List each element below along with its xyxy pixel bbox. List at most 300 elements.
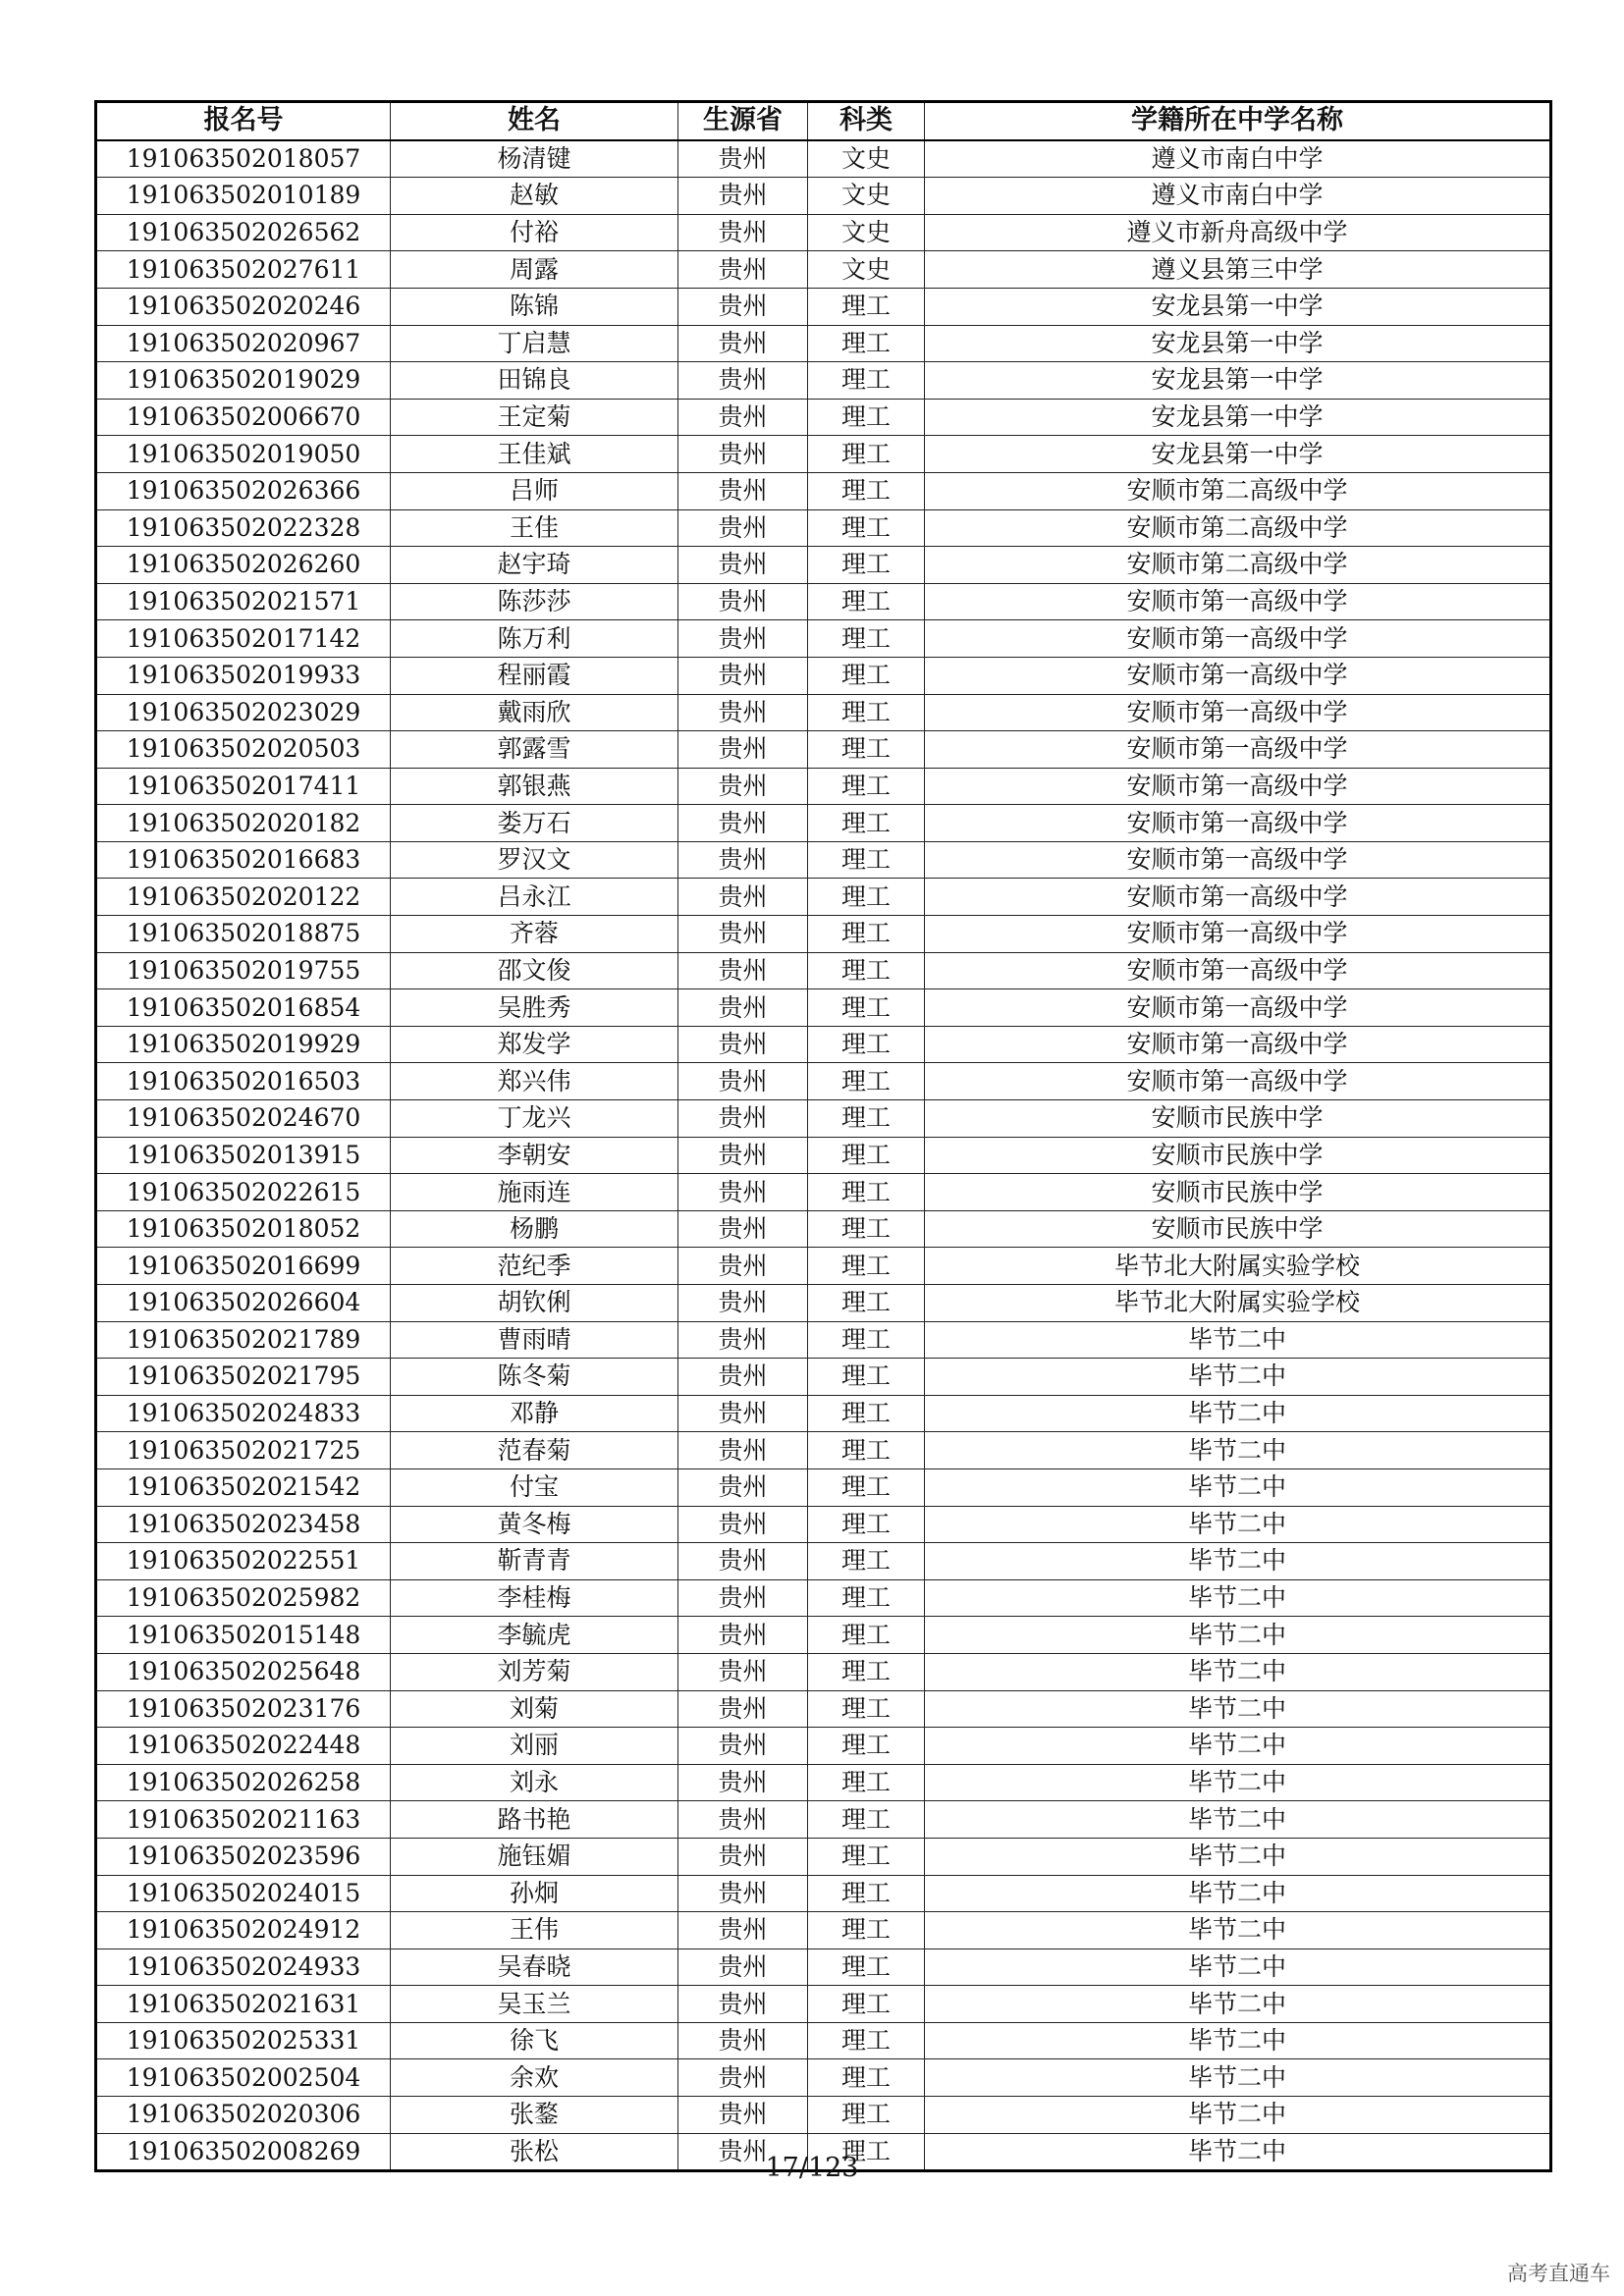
province-cell: 贵州 (678, 768, 808, 805)
category-cell: 理工 (808, 2059, 925, 2097)
school-cell: 安顺市第一高级中学 (925, 620, 1551, 658)
province-cell: 贵州 (678, 251, 808, 289)
registration-number-cell: 191063502019929 (96, 1026, 391, 1063)
province-cell: 贵州 (678, 1764, 808, 1801)
name-cell: 罗汉文 (391, 841, 678, 879)
watermark: 高考直通车 (1507, 2262, 1610, 2285)
registration-number-cell: 191063502023458 (96, 1506, 391, 1543)
name-cell: 施雨连 (391, 1174, 678, 1211)
school-cell: 安顺市民族中学 (925, 1174, 1551, 1211)
registration-number-cell: 191063502010189 (96, 178, 391, 215)
table-row (96, 1210, 1551, 1248)
school-cell: 毕节二中 (925, 1395, 1551, 1432)
table-row (96, 1174, 1551, 1211)
student-list-table (94, 100, 1552, 2172)
registration-number-cell: 191063502022551 (96, 1543, 391, 1580)
category-cell: 理工 (808, 583, 925, 620)
province-cell: 贵州 (678, 1285, 808, 1322)
category-cell: 理工 (808, 288, 925, 325)
school-cell: 安龙县第一中学 (925, 436, 1551, 473)
province-cell: 贵州 (678, 2022, 808, 2059)
name-cell: 刘芳菊 (391, 1653, 678, 1690)
school-cell: 安顺市第一高级中学 (925, 768, 1551, 805)
school-cell: 毕节二中 (925, 1986, 1551, 2023)
province-cell: 贵州 (678, 952, 808, 989)
table-row (96, 731, 1551, 769)
table-row (96, 436, 1551, 473)
name-cell: 娄万石 (391, 805, 678, 842)
registration-number-cell: 191063502018052 (96, 1210, 391, 1248)
school-cell: 遵义市南白中学 (925, 178, 1551, 215)
category-cell: 理工 (808, 879, 925, 916)
province-cell: 贵州 (678, 1653, 808, 1690)
registration-number-cell: 191063502021571 (96, 583, 391, 620)
registration-number-cell: 191063502025648 (96, 1653, 391, 1690)
school-cell: 安顺市第二高级中学 (925, 509, 1551, 547)
table-row (96, 2022, 1551, 2059)
table-row (96, 1986, 1551, 2023)
name-cell: 邓静 (391, 1395, 678, 1432)
province-cell: 贵州 (678, 1210, 808, 1248)
category-cell: 文史 (808, 214, 925, 251)
category-cell: 理工 (808, 989, 925, 1027)
name-cell: 张鍪 (391, 2097, 678, 2134)
category-cell: 理工 (808, 2133, 925, 2171)
registration-number-cell: 191063502016699 (96, 1248, 391, 1285)
table-row (96, 1026, 1551, 1063)
name-cell: 靳青青 (391, 1543, 678, 1580)
school-cell: 毕节二中 (925, 1764, 1551, 1801)
table-row (96, 1137, 1551, 1174)
province-cell: 贵州 (678, 178, 808, 215)
province-cell: 贵州 (678, 288, 808, 325)
category-cell: 理工 (808, 1728, 925, 1765)
header-school-name: 学籍所在中学名称 (925, 102, 1551, 140)
school-cell: 安顺市第一高级中学 (925, 731, 1551, 769)
province-cell: 贵州 (678, 140, 808, 178)
province-cell: 贵州 (678, 1063, 808, 1100)
school-cell: 毕节二中 (925, 1949, 1551, 1986)
table-row (96, 2059, 1551, 2097)
registration-number-cell: 191063502020246 (96, 288, 391, 325)
table-row (96, 694, 1551, 731)
table-row (96, 1653, 1551, 1690)
registration-number-cell: 191063502020967 (96, 325, 391, 362)
province-cell: 贵州 (678, 362, 808, 400)
registration-number-cell: 191063502017142 (96, 620, 391, 658)
registration-number-cell: 191063502016854 (96, 989, 391, 1027)
category-cell: 文史 (808, 178, 925, 215)
registration-number-cell: 191063502013915 (96, 1137, 391, 1174)
province-cell: 贵州 (678, 583, 808, 620)
name-cell: 李毓虎 (391, 1617, 678, 1654)
registration-number-cell: 191063502025982 (96, 1579, 391, 1617)
table-row (96, 952, 1551, 989)
table-row (96, 1617, 1551, 1654)
table-row (96, 583, 1551, 620)
registration-number-cell: 191063502024912 (96, 1912, 391, 1949)
name-cell: 赵宇琦 (391, 547, 678, 584)
school-cell: 安顺市第一高级中学 (925, 657, 1551, 694)
category-cell: 理工 (808, 1468, 925, 1506)
school-cell: 安顺市民族中学 (925, 1137, 1551, 1174)
table-row (96, 1285, 1551, 1322)
registration-number-cell: 191063502022448 (96, 1728, 391, 1765)
name-cell: 程丽霞 (391, 657, 678, 694)
province-cell: 贵州 (678, 509, 808, 547)
page-number: 17/123 (765, 2153, 859, 2183)
school-cell: 毕节二中 (925, 2133, 1551, 2171)
category-cell: 理工 (808, 805, 925, 842)
registration-number-cell: 191063502017411 (96, 768, 391, 805)
school-cell: 安顺市第一高级中学 (925, 1063, 1551, 1100)
registration-number-cell: 191063502025331 (96, 2022, 391, 2059)
name-cell: 戴雨欣 (391, 694, 678, 731)
category-cell: 理工 (808, 547, 925, 584)
table-row (96, 805, 1551, 842)
table-header (96, 102, 1551, 140)
name-cell: 范纪季 (391, 1248, 678, 1285)
name-cell: 丁龙兴 (391, 1100, 678, 1138)
registration-number-cell: 191063502021795 (96, 1359, 391, 1396)
province-cell: 贵州 (678, 1801, 808, 1839)
school-cell: 安顺市第一高级中学 (925, 841, 1551, 879)
table-row (96, 620, 1551, 658)
category-cell: 理工 (808, 731, 925, 769)
school-cell: 毕节二中 (925, 2097, 1551, 2134)
province-cell: 贵州 (678, 916, 808, 953)
table-row (96, 472, 1551, 509)
name-cell: 吴玉兰 (391, 1986, 678, 2023)
category-cell: 理工 (808, 1248, 925, 1285)
table-row (96, 1838, 1551, 1875)
category-cell: 理工 (808, 1949, 925, 1986)
table-row (96, 1321, 1551, 1359)
table-row (96, 178, 1551, 215)
province-cell: 贵州 (678, 1728, 808, 1765)
table-row (96, 1764, 1551, 1801)
table-row (96, 399, 1551, 436)
category-cell: 文史 (808, 251, 925, 289)
category-cell: 理工 (808, 1137, 925, 1174)
registration-number-cell: 191063502021725 (96, 1432, 391, 1469)
province-cell: 贵州 (678, 1949, 808, 1986)
registration-number-cell: 191063502024833 (96, 1395, 391, 1432)
province-cell: 贵州 (678, 1912, 808, 1949)
school-cell: 安顺市第一高级中学 (925, 952, 1551, 989)
registration-number-cell: 191063502021631 (96, 1986, 391, 2023)
province-cell: 贵州 (678, 1100, 808, 1138)
name-cell: 徐飞 (391, 2022, 678, 2059)
table-row (96, 1875, 1551, 1912)
table-row (96, 362, 1551, 400)
header-registration-number: 报名号 (96, 102, 391, 140)
registration-number-cell: 191063502016683 (96, 841, 391, 879)
school-cell: 安顺市第二高级中学 (925, 472, 1551, 509)
table-row (96, 1432, 1551, 1469)
school-cell: 毕节二中 (925, 1875, 1551, 1912)
province-cell: 贵州 (678, 1432, 808, 1469)
table-row (96, 1063, 1551, 1100)
school-cell: 毕节二中 (925, 1912, 1551, 1949)
name-cell: 吕永江 (391, 879, 678, 916)
category-cell: 理工 (808, 1506, 925, 1543)
name-cell: 李桂梅 (391, 1579, 678, 1617)
registration-number-cell: 191063502021789 (96, 1321, 391, 1359)
province-cell: 贵州 (678, 1395, 808, 1432)
registration-number-cell: 191063502020503 (96, 731, 391, 769)
province-cell: 贵州 (678, 1174, 808, 1211)
name-cell: 陈冬菊 (391, 1359, 678, 1396)
table-row (96, 1395, 1551, 1432)
table-row (96, 1506, 1551, 1543)
province-cell: 贵州 (678, 1838, 808, 1875)
table-row (96, 1949, 1551, 1986)
category-cell: 理工 (808, 1838, 925, 1875)
school-cell: 安顺市第二高级中学 (925, 547, 1551, 584)
category-cell: 理工 (808, 1543, 925, 1580)
school-cell: 毕节二中 (925, 1543, 1551, 1580)
name-cell: 余欢 (391, 2059, 678, 2097)
province-cell: 贵州 (678, 214, 808, 251)
category-cell: 理工 (808, 1617, 925, 1654)
name-cell: 郑兴伟 (391, 1063, 678, 1100)
province-cell: 贵州 (678, 657, 808, 694)
province-cell: 贵州 (678, 1359, 808, 1396)
school-cell: 安顺市第一高级中学 (925, 989, 1551, 1027)
category-cell: 理工 (808, 1063, 925, 1100)
table-row (96, 325, 1551, 362)
name-cell: 胡钦俐 (391, 1285, 678, 1322)
name-cell: 黄冬梅 (391, 1506, 678, 1543)
school-cell: 毕节二中 (925, 1801, 1551, 1839)
category-cell: 理工 (808, 399, 925, 436)
name-cell: 付裕 (391, 214, 678, 251)
category-cell: 理工 (808, 1285, 925, 1322)
school-cell: 毕节二中 (925, 1690, 1551, 1728)
province-cell: 贵州 (678, 472, 808, 509)
category-cell: 理工 (808, 841, 925, 879)
header-row (96, 102, 1551, 140)
registration-number-cell: 191063502026258 (96, 1764, 391, 1801)
school-cell: 安龙县第一中学 (925, 362, 1551, 400)
category-cell: 理工 (808, 1432, 925, 1469)
category-cell: 理工 (808, 1875, 925, 1912)
table-row (96, 1912, 1551, 1949)
school-cell: 毕节二中 (925, 2022, 1551, 2059)
province-cell: 贵州 (678, 694, 808, 731)
registration-number-cell: 191063502019755 (96, 952, 391, 989)
table-row (96, 916, 1551, 953)
registration-number-cell: 191063502023176 (96, 1690, 391, 1728)
registration-number-cell: 191063502027611 (96, 251, 391, 289)
name-cell: 王佳 (391, 509, 678, 547)
school-cell: 毕节二中 (925, 1359, 1551, 1396)
table-row (96, 879, 1551, 916)
province-cell: 贵州 (678, 325, 808, 362)
table-row (96, 657, 1551, 694)
registration-number-cell: 191063502022328 (96, 509, 391, 547)
category-cell: 理工 (808, 657, 925, 694)
name-cell: 陈莎莎 (391, 583, 678, 620)
province-cell: 贵州 (678, 2097, 808, 2134)
school-cell: 安顺市第一高级中学 (925, 916, 1551, 953)
category-cell: 理工 (808, 1026, 925, 1063)
name-cell: 丁启慧 (391, 325, 678, 362)
category-cell: 理工 (808, 952, 925, 989)
table-row (96, 841, 1551, 879)
province-cell: 贵州 (678, 1690, 808, 1728)
registration-number-cell: 191063502024670 (96, 1100, 391, 1138)
registration-number-cell: 191063502020182 (96, 805, 391, 842)
name-cell: 陈万利 (391, 620, 678, 658)
name-cell: 陈锦 (391, 288, 678, 325)
province-cell: 贵州 (678, 1321, 808, 1359)
province-cell: 贵州 (678, 2059, 808, 2097)
category-cell: 理工 (808, 325, 925, 362)
registration-number-cell: 191063502008269 (96, 2133, 391, 2171)
province-cell: 贵州 (678, 841, 808, 879)
school-cell: 毕节二中 (925, 1321, 1551, 1359)
registration-number-cell: 191063502002504 (96, 2059, 391, 2097)
table-body (96, 140, 1551, 2171)
name-cell: 范春菊 (391, 1432, 678, 1469)
table-row (96, 251, 1551, 289)
province-cell: 贵州 (678, 1986, 808, 2023)
table-row (96, 509, 1551, 547)
name-cell: 孙炯 (391, 1875, 678, 1912)
table-row (96, 1801, 1551, 1839)
registration-number-cell: 191063502020122 (96, 879, 391, 916)
name-cell: 施钰媚 (391, 1838, 678, 1875)
table-row (96, 1543, 1551, 1580)
province-cell: 贵州 (678, 879, 808, 916)
school-cell: 安顺市民族中学 (925, 1210, 1551, 1248)
name-cell: 邵文俊 (391, 952, 678, 989)
category-cell: 理工 (808, 1174, 925, 1211)
name-cell: 吕师 (391, 472, 678, 509)
header-name: 姓名 (391, 102, 678, 140)
school-cell: 毕节二中 (925, 1653, 1551, 1690)
school-cell: 安顺市第一高级中学 (925, 1026, 1551, 1063)
school-cell: 安龙县第一中学 (925, 399, 1551, 436)
registration-number-cell: 191063502024015 (96, 1875, 391, 1912)
category-cell: 理工 (808, 1690, 925, 1728)
category-cell: 理工 (808, 768, 925, 805)
school-cell: 毕节二中 (925, 1506, 1551, 1543)
name-cell: 杨清键 (391, 140, 678, 178)
name-cell: 吴春晓 (391, 1949, 678, 1986)
category-cell: 理工 (808, 1986, 925, 2023)
category-cell: 理工 (808, 620, 925, 658)
province-cell: 贵州 (678, 1617, 808, 1654)
province-cell: 贵州 (678, 989, 808, 1027)
registration-number-cell: 191063502026260 (96, 547, 391, 584)
province-cell: 贵州 (678, 1248, 808, 1285)
registration-number-cell: 191063502024933 (96, 1949, 391, 1986)
province-cell: 贵州 (678, 1468, 808, 1506)
school-cell: 安顺市民族中学 (925, 1100, 1551, 1138)
registration-number-cell: 191063502018875 (96, 916, 391, 953)
school-cell: 遵义县第三中学 (925, 251, 1551, 289)
table-row (96, 1468, 1551, 1506)
table-row (96, 989, 1551, 1027)
school-cell: 毕节二中 (925, 1468, 1551, 1506)
table-row (96, 288, 1551, 325)
registration-number-cell: 191063502006670 (96, 399, 391, 436)
registration-number-cell: 191063502015148 (96, 1617, 391, 1654)
province-cell: 贵州 (678, 547, 808, 584)
school-cell: 安龙县第一中学 (925, 325, 1551, 362)
school-cell: 遵义市南白中学 (925, 140, 1551, 178)
name-cell: 刘菊 (391, 1690, 678, 1728)
school-cell: 毕节二中 (925, 1579, 1551, 1617)
category-cell: 理工 (808, 2022, 925, 2059)
school-cell: 毕节北大附属实验学校 (925, 1285, 1551, 1322)
school-cell: 毕节二中 (925, 1617, 1551, 1654)
province-cell: 贵州 (678, 620, 808, 658)
province-cell: 贵州 (678, 1026, 808, 1063)
table-row (96, 1579, 1551, 1617)
category-cell: 文史 (808, 140, 925, 178)
registration-number-cell: 191063502019933 (96, 657, 391, 694)
registration-number-cell: 191063502016503 (96, 1063, 391, 1100)
table-row (96, 2097, 1551, 2134)
school-cell: 安龙县第一中学 (925, 288, 1551, 325)
category-cell: 理工 (808, 472, 925, 509)
category-cell: 理工 (808, 1210, 925, 1248)
category-cell: 理工 (808, 2097, 925, 2134)
category-cell: 理工 (808, 436, 925, 473)
table-row (96, 1359, 1551, 1396)
province-cell: 贵州 (678, 2133, 808, 2171)
province-cell: 贵州 (678, 805, 808, 842)
table-row (96, 1728, 1551, 1765)
header-subject-category: 科类 (808, 102, 925, 140)
category-cell: 理工 (808, 1579, 925, 1617)
registration-number-cell: 191063502023596 (96, 1838, 391, 1875)
header-source-province: 生源省 (678, 102, 808, 140)
name-cell: 王伟 (391, 1912, 678, 1949)
registration-number-cell: 191063502021163 (96, 1801, 391, 1839)
registration-number-cell: 191063502022615 (96, 1174, 391, 1211)
school-cell: 安顺市第一高级中学 (925, 694, 1551, 731)
name-cell: 王定菊 (391, 399, 678, 436)
category-cell: 理工 (808, 1321, 925, 1359)
name-cell: 付宝 (391, 1468, 678, 1506)
category-cell: 理工 (808, 1100, 925, 1138)
name-cell: 刘永 (391, 1764, 678, 1801)
name-cell: 周露 (391, 251, 678, 289)
name-cell: 赵敏 (391, 178, 678, 215)
school-cell: 毕节北大附属实验学校 (925, 1248, 1551, 1285)
school-cell: 遵义市新舟高级中学 (925, 214, 1551, 251)
name-cell: 杨鹏 (391, 1210, 678, 1248)
table-row (96, 1100, 1551, 1138)
category-cell: 理工 (808, 1764, 925, 1801)
school-cell: 毕节二中 (925, 1432, 1551, 1469)
school-cell: 毕节二中 (925, 1838, 1551, 1875)
table-row (96, 140, 1551, 178)
province-cell: 贵州 (678, 1579, 808, 1617)
registration-number-cell: 191063502026366 (96, 472, 391, 509)
registration-number-cell: 191063502018057 (96, 140, 391, 178)
province-cell: 贵州 (678, 731, 808, 769)
registration-number-cell: 191063502021542 (96, 1468, 391, 1506)
category-cell: 理工 (808, 694, 925, 731)
table-row (96, 547, 1551, 584)
table-row (96, 214, 1551, 251)
